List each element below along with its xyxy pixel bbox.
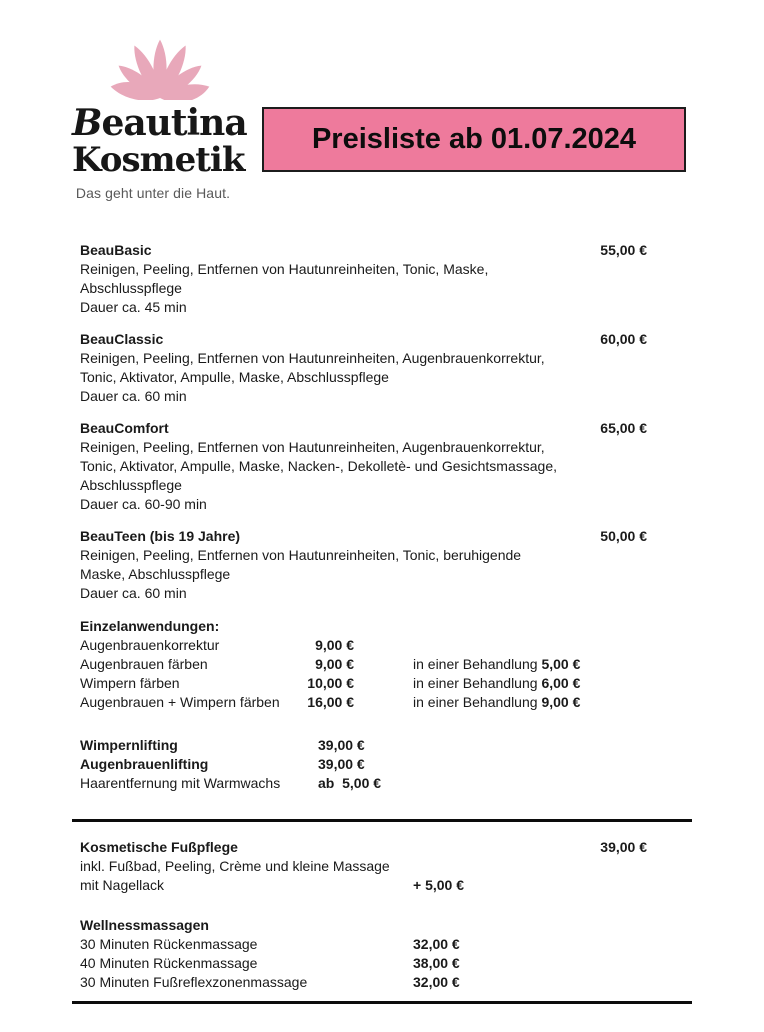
item-note: in einer Behandlung 6,00 € bbox=[413, 675, 581, 691]
service-name: BeauTeen (bis 19 Jahre) bbox=[80, 528, 241, 544]
item-note-price: 9,00 € bbox=[541, 694, 581, 710]
service-price: 50,00 € bbox=[600, 528, 647, 544]
divider-line bbox=[72, 1001, 692, 1004]
item-label: Wimpernlifting bbox=[80, 737, 178, 753]
item-price: 9,00 € bbox=[315, 637, 354, 653]
service-duration: Dauer ca. 60-90 min bbox=[80, 496, 207, 512]
list-item bbox=[80, 693, 647, 712]
logo-name-line1: Beautina bbox=[72, 102, 247, 144]
service-beaucomfort bbox=[80, 419, 647, 514]
item-note: in einer Behandlung 5,00 € bbox=[413, 656, 581, 672]
service-name: BeauComfort bbox=[80, 420, 169, 436]
service-price: 55,00 € bbox=[600, 242, 647, 258]
item-label: 40 Minuten Rückenmassage bbox=[80, 955, 258, 971]
item-price: 10,00 € bbox=[307, 675, 354, 691]
service-duration: Dauer ca. 45 min bbox=[80, 299, 187, 315]
item-price: ab 5,00 € bbox=[318, 775, 382, 791]
service-description: Abschlusspflege bbox=[80, 477, 182, 493]
service-beauclassic bbox=[80, 330, 647, 406]
divider-line bbox=[72, 819, 692, 822]
service-name: BeauClassic bbox=[80, 331, 164, 347]
item-label: 30 Minuten Rückenmassage bbox=[80, 936, 258, 952]
service-description: inkl. Fußbad, Peeling, Crème und kleine Massage bbox=[80, 858, 390, 874]
list-item bbox=[80, 636, 647, 655]
service-beauteen bbox=[80, 527, 647, 603]
list-item bbox=[80, 736, 647, 755]
item-label: Augenbrauen färben bbox=[80, 656, 208, 672]
list-item bbox=[80, 755, 647, 774]
list-item bbox=[80, 973, 647, 992]
item-note-price: 5,00 € bbox=[541, 656, 581, 672]
list-item bbox=[80, 774, 647, 793]
item-price: 16,00 € bbox=[307, 694, 354, 710]
item-price: 32,00 € bbox=[413, 936, 460, 952]
service-price: 65,00 € bbox=[600, 420, 647, 436]
list-item bbox=[80, 674, 647, 693]
service-description: Maske, Abschlusspflege bbox=[80, 566, 231, 582]
service-name: BeauBasic bbox=[80, 242, 152, 258]
logo-name bbox=[72, 102, 247, 180]
service-description: Tonic, Aktivator, Ampulle, Maske, Abschlusspflege bbox=[80, 369, 389, 385]
item-price: 39,00 € bbox=[318, 756, 365, 772]
list-item bbox=[80, 876, 647, 895]
section-heading: Wellnessmassagen bbox=[80, 917, 209, 933]
item-label: Augenbrauenlifting bbox=[80, 756, 209, 772]
service-description: Reinigen, Peeling, Entfernen von Hautunreinheiten, Tonic, Maske, bbox=[80, 261, 489, 277]
service-price: 39,00 € bbox=[600, 839, 647, 855]
item-label: Haarentfernung mit Warmwachs bbox=[80, 775, 281, 791]
service-description: Abschlusspflege bbox=[80, 280, 182, 296]
list-item bbox=[80, 655, 647, 674]
service-description: Reinigen, Peeling, Entfernen von Hautunreinheiten, Tonic, beruhigende bbox=[80, 547, 522, 563]
list-item bbox=[80, 954, 647, 973]
item-note-price: 6,00 € bbox=[541, 675, 581, 691]
service-description: Reinigen, Peeling, Entfernen von Hautunreinheiten, Augenbrauenkorrektur, bbox=[80, 439, 545, 455]
service-beaubasic bbox=[80, 241, 647, 317]
price-list-banner bbox=[262, 107, 686, 172]
service-duration: Dauer ca. 60 min bbox=[80, 585, 187, 601]
logo-name-line2: Kosmetik bbox=[72, 140, 245, 180]
item-note: in einer Behandlung 9,00 € bbox=[413, 694, 581, 710]
item-label: mit Nagellack bbox=[80, 877, 165, 893]
banner-title: Preisliste ab 01.07.2024 bbox=[311, 123, 637, 155]
item-label: Augenbrauenkorrektur bbox=[80, 637, 220, 653]
service-description: Reinigen, Peeling, Entfernen von Hautunreinheiten, Augenbrauenkorrektur, bbox=[80, 350, 545, 366]
service-duration: Dauer ca. 60 min bbox=[80, 388, 187, 404]
item-price: 9,00 € bbox=[315, 656, 354, 672]
section-lifting bbox=[80, 736, 647, 793]
item-price: 39,00 € bbox=[318, 737, 365, 753]
price-list-content bbox=[80, 241, 647, 992]
list-item bbox=[80, 935, 647, 954]
section-heading: Einzelanwendungen: bbox=[80, 618, 220, 634]
service-name: Kosmetische Fußpflege bbox=[80, 839, 238, 855]
section-einzelanwendungen bbox=[80, 617, 647, 712]
item-label: Augenbrauen + Wimpern färben bbox=[80, 694, 280, 710]
item-label: 30 Minuten Fußreflexzonenmassage bbox=[80, 974, 308, 990]
section-fusspflege bbox=[80, 838, 647, 895]
logo-tagline: Das geht unter die Haut. bbox=[75, 185, 231, 201]
section-wellness bbox=[80, 916, 647, 992]
service-price: 60,00 € bbox=[600, 331, 647, 347]
item-price: + 5,00 € bbox=[413, 877, 464, 893]
item-label: Wimpern färben bbox=[80, 675, 180, 691]
item-price: 38,00 € bbox=[413, 955, 460, 971]
lotus-icon bbox=[86, 26, 234, 105]
service-description: Tonic, Aktivator, Ampulle, Maske, Nacken-, Dekolletè- und Gesichtsmassage, bbox=[80, 458, 557, 474]
logo bbox=[72, 26, 247, 201]
item-price: 32,00 € bbox=[413, 974, 460, 990]
